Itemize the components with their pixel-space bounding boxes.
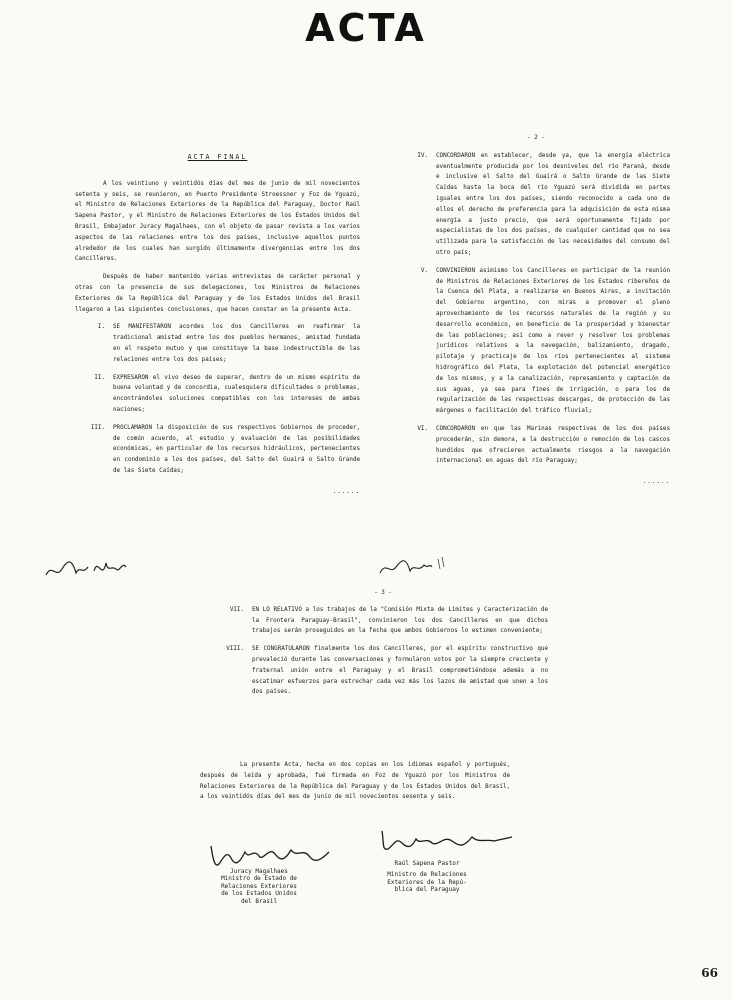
closing-paragraph: La presente Acta, hecha en dos copias en los idiomas español y portugués, después de leída y aprobada, fué firmada en Foz de Yguazú por los Ministros de Relaciones Exteriores de la República del Paraguay y de los Estados Unidos del Brasil, a los veintidós días del mes de junio de mil novecientos sesenta y seis.: [200, 762, 510, 801]
article-number: III.: [90, 424, 105, 431]
page-label-2: - 2 -: [527, 135, 545, 141]
signatory-title-line: del Brasil: [240, 897, 278, 905]
signatory-title-line: Ministro de Relaciones: [387, 871, 467, 879]
intro-paragraph-2: Después de haber mantenido varias entrevistas de carácter personal y otras con la presencia de sus delegaciones, los Ministros de Relaciones Exteriores de la República del Paraguay y de los Estados Unidos del Brasil llegaron a las siguientes conclusiones, que hacen constar en la presente Acta.: [75, 274, 360, 313]
signatory-block-brazil: [200, 868, 318, 905]
article-4: [402, 151, 670, 259]
article-number: I.: [97, 324, 105, 331]
article-number: VIII.: [226, 646, 244, 653]
article-text: CONCORDARON en que las Marinas respectivas de los dos países procederán, sin demora, a la destrucción o remoción de los cascos hundidos que ofrecieren actualmente riesgos a la navegación internacional en aguas del río Paraguay;: [436, 425, 670, 465]
article-1: [75, 322, 360, 365]
article-number: V.: [420, 267, 428, 274]
document-heading: ACTA FINAL: [187, 153, 248, 161]
handwritten-signature-brazil: [205, 838, 335, 872]
article-text: SE CONGRATULARON finalmente los dos Cancilleres, por el espíritu constructivo que prevaleció durante las conversaciones y formularon votos por la siempre creciente y fraternal unión entre el Paraguay y el Brasil comprometiéndose además a no escatimar esfuerzos para estrechar cada vez más los lazos de amistad que unen a los dos países.: [252, 646, 548, 696]
article-number: VII.: [229, 606, 244, 613]
signatory-name: Raúl Sapena Pastor: [394, 860, 460, 867]
article-number: II.: [94, 374, 105, 381]
article-text: SE MANIFESTARON acordes los dos Cancilleres en reafirmar la tradicional amistad entre los dos pueblos hermanos, amistad fundada en el respeto mutuo y que constituye la base indestructible de las relaciones entre los dos países;: [113, 324, 360, 363]
article-number: IV.: [417, 152, 428, 159]
article-text: PROCLAMARON la disposición de sus respectivos Gobiernos de proceder, de común acuerdo, al estudio y evaluación de las posibilidades económicas, en particular de los recursos hidráulicos, pertenecientes en condominio a los dos países, del Salto del Guairá o Salto Grande de las Siete Caídas;: [113, 424, 360, 474]
initials-signature-left: [42, 545, 132, 585]
article-text: EN LO RELATIVO a los trabajos de la "Comisión Mixta de Límites y Caracterización de la Frontera Paraguay-Brasil", convinieron los dos Cancilleres en que dichos trabajos serán proseguidos en la fecha que ambos Gobiernos lo estimen conveniente;: [252, 606, 548, 635]
article-8: [218, 644, 548, 698]
article-text: CONCORDARON en establecer, desde ya, que la energía eléctrica eventualmente producida por los desniveles del río Paraná, desde e inclusive el Salto del Guairá o Salto Grande de las Siete Caídas hasta la boca del río Yguazú será dividida en partes iguales entre los dos países, siendo reconocido a cada uno de ellos el derecho de preferencia para la adquisición de esta misma energía a justo precio, que será oportunamente fijado por especialistas de los dos países, de cualquier cantidad que no sea utilizada para la satisfacción de las necesidades del consumo del otro país;: [436, 152, 670, 256]
page-label-3: - 3 -: [374, 590, 392, 596]
column-page-2: [402, 133, 670, 488]
page-title: ACTA: [305, 6, 427, 50]
page-number: 66: [701, 966, 718, 980]
article-text: CONVINIERON asimismo los Cancilleres en participar de la reunión de Ministros de Relaciones Exteriores de los Estados ribereños de la Cuenca del Plata, a realizarse en Buenos Aires, a invitación del Gobierno argentino, con miras a promover el pleno aprovechamiento de los recursos naturales de la región y su desarrollo económico, en beneficio de la prosperidad y bienestar de las poblaciones; así como a rever y resolver los problemas jurídicos relativos a la navegación, balizamiento, dragado, pilotaje y practicaje de los ríos pertenecientes al sistema hidrográfico del Plata, la explotación del potencial energético de los mismos, y a la canalización, represamiento y captación de sus aguas, ya sea para fines de irrigación, o para los de regularización de las respectivas descargas, de protección de las márgenes o facilitación del tráfico fluvial;: [436, 267, 670, 415]
signatory-title-line: blica del Paraguay: [394, 886, 460, 894]
initials-signature-right: [378, 545, 458, 581]
article-3: [75, 423, 360, 477]
signatory-block-paraguay: [372, 860, 482, 894]
article-5: [402, 266, 670, 417]
signatory-title-line: Relaciones Exteriores: [221, 882, 297, 890]
signatory-title-line: Ministro de Estado de: [221, 875, 297, 883]
signatory-name: Juracy Magalhaes: [230, 868, 288, 875]
continuation-dots: ......: [642, 479, 670, 486]
article-7: [218, 605, 548, 637]
signatory-title-line: Exteriores de la Repú-: [387, 878, 467, 886]
intro-paragraph: A los veintiuno y veintidós días del mes de junio de mil novecientos setenta y seis, se reunieron, en Puerto Presidente Stroessner y Foz de Yguazú, el Ministro de Relaciones Exteriores de la República del Paraguay, Doctor Raúl Sapena Pastor, y el Ministro de Relaciones Exteriores de los Estados Unidos del Brasil, Embajador Juracy Magalhaes, con el objeto de pasar revista a los varios aspectos de las relaciones entre los dos países, inclusive aquellos puntos alrededor de los cuales han surgido últimamente divergencias entre los dos Cancilleres.: [75, 180, 360, 263]
article-2: [75, 373, 360, 416]
article-6: [402, 424, 670, 467]
article-number: VI.: [417, 425, 428, 432]
continuation-dots: ......: [332, 488, 360, 495]
column-page-1: [75, 152, 360, 498]
handwritten-signature-paraguay: [378, 825, 518, 857]
article-text: EXPRESARON el vivo deseo de superar, dentro de un mismo espíritu de buena voluntad y de concordia, cualesquiera dificultades o problemas, encontrándoles soluciones compatibles con los intereses de ambas naciones;: [113, 374, 360, 413]
column-page-3: [218, 588, 548, 705]
signatory-title-line: de los Estados Unidos: [221, 890, 297, 898]
